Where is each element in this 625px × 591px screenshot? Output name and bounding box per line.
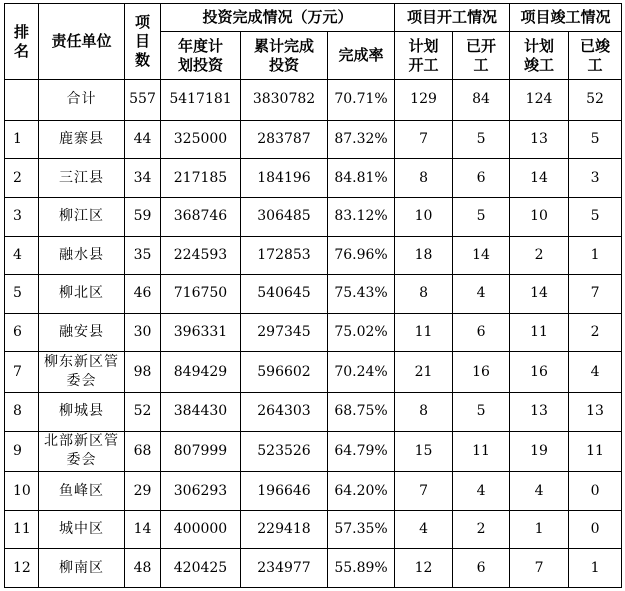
cell-annual: 420425 bbox=[161, 549, 241, 588]
cell-unit bbox=[39, 236, 125, 275]
header-count-label: 项目数 bbox=[134, 13, 150, 70]
cell-rank: 8 bbox=[5, 392, 39, 431]
cell-annual: 384430 bbox=[161, 392, 241, 431]
cell-started: 16 bbox=[453, 352, 510, 393]
cell-unit bbox=[39, 352, 125, 393]
cell-finished: 0 bbox=[569, 472, 622, 511]
cell-rate: 64.20% bbox=[328, 472, 395, 511]
cell-count: 35 bbox=[125, 236, 161, 275]
header-plan-start bbox=[395, 32, 453, 80]
cell-annual: 368746 bbox=[161, 197, 241, 236]
total-plan-start: 129 bbox=[395, 80, 453, 121]
header-rank bbox=[5, 4, 39, 80]
cell-started: 5 bbox=[453, 120, 510, 159]
table-row bbox=[5, 510, 622, 549]
cell-unit-label: 鹿寨县 bbox=[59, 131, 104, 148]
cell-rate: 87.32% bbox=[328, 120, 395, 159]
cell-cumulative: 196646 bbox=[241, 472, 328, 511]
table-row bbox=[5, 313, 622, 352]
cell-annual: 217185 bbox=[161, 159, 241, 198]
cell-count: 52 bbox=[125, 392, 161, 431]
cell-unit-label: 柳北区 bbox=[59, 285, 104, 302]
header-unit: 责任单位 bbox=[39, 4, 125, 80]
cell-cumulative: 523526 bbox=[241, 431, 328, 472]
header-finished-label: 已竣工 bbox=[580, 36, 611, 74]
cell-rank: 10 bbox=[5, 472, 39, 511]
cell-annual: 400000 bbox=[161, 510, 241, 549]
cell-plan-finish: 13 bbox=[510, 120, 569, 159]
cell-rank: 2 bbox=[5, 159, 39, 198]
table-row bbox=[5, 197, 622, 236]
cell-started: 5 bbox=[453, 392, 510, 431]
cell-count: 44 bbox=[125, 120, 161, 159]
cell-rate: 70.24% bbox=[328, 352, 395, 393]
cell-rank: 7 bbox=[5, 352, 39, 393]
cell-cumulative: 283787 bbox=[241, 120, 328, 159]
cell-cumulative: 596602 bbox=[241, 352, 328, 393]
table-row bbox=[5, 431, 622, 472]
cell-unit-label: 融安县 bbox=[59, 324, 104, 341]
cell-plan-start: 8 bbox=[395, 275, 453, 314]
cell-plan-start: 15 bbox=[395, 431, 453, 472]
total-row bbox=[5, 80, 622, 121]
cell-count: 14 bbox=[125, 510, 161, 549]
cell-finished: 2 bbox=[569, 313, 622, 352]
header-investment-group: 投资完成情况（万元） bbox=[161, 4, 395, 32]
cell-plan-start: 7 bbox=[395, 472, 453, 511]
table-row bbox=[5, 236, 622, 275]
header-annual-plan-label: 年度计划投资 bbox=[177, 36, 223, 74]
cell-rate: 75.43% bbox=[328, 275, 395, 314]
cell-annual: 716750 bbox=[161, 275, 241, 314]
cell-plan-finish: 13 bbox=[510, 392, 569, 431]
cell-unit-label: 北部新区管委会 bbox=[44, 433, 119, 469]
cell-plan-finish: 4 bbox=[510, 472, 569, 511]
cell-finished: 7 bbox=[569, 275, 622, 314]
cell-started: 11 bbox=[453, 431, 510, 472]
cell-unit-label: 柳南区 bbox=[59, 559, 104, 576]
cell-unit bbox=[39, 510, 125, 549]
cell-count: 46 bbox=[125, 275, 161, 314]
cell-plan-start: 12 bbox=[395, 549, 453, 588]
cell-plan-start: 18 bbox=[395, 236, 453, 275]
cell-count: 98 bbox=[125, 352, 161, 393]
cell-rate: 68.75% bbox=[328, 392, 395, 431]
cell-rank: 11 bbox=[5, 510, 39, 549]
cell-plan-finish: 16 bbox=[510, 352, 569, 393]
cell-rank: 6 bbox=[5, 313, 39, 352]
cell-finished: 1 bbox=[569, 549, 622, 588]
table-row bbox=[5, 159, 622, 198]
cell-rank: 5 bbox=[5, 275, 39, 314]
cell-unit-label: 三江县 bbox=[59, 169, 104, 186]
cell-plan-finish: 14 bbox=[510, 275, 569, 314]
cell-annual: 807999 bbox=[161, 431, 241, 472]
header-row-1 bbox=[5, 4, 622, 32]
header-rank-label: 排名 bbox=[13, 22, 29, 60]
total-rank bbox=[5, 80, 39, 121]
cell-unit-label: 柳东新区管委会 bbox=[44, 354, 119, 390]
cell-cumulative: 540645 bbox=[241, 275, 328, 314]
total-cumulative: 3830782 bbox=[241, 80, 328, 121]
total-plan-finish: 124 bbox=[510, 80, 569, 121]
header-plan-finish-label: 计划竣工 bbox=[524, 36, 555, 74]
cell-plan-start: 8 bbox=[395, 159, 453, 198]
header-started-label: 已开工 bbox=[466, 36, 497, 74]
table-row bbox=[5, 352, 622, 393]
header-annual-plan bbox=[161, 32, 241, 80]
cell-rate: 64.79% bbox=[328, 431, 395, 472]
cell-unit bbox=[39, 275, 125, 314]
cell-finished: 5 bbox=[569, 120, 622, 159]
cell-unit bbox=[39, 431, 125, 472]
cell-unit bbox=[39, 159, 125, 198]
cell-cumulative: 297345 bbox=[241, 313, 328, 352]
table-row bbox=[5, 472, 622, 511]
cell-annual: 306293 bbox=[161, 472, 241, 511]
cell-started: 4 bbox=[453, 275, 510, 314]
cell-started: 4 bbox=[453, 472, 510, 511]
cell-annual: 849429 bbox=[161, 352, 241, 393]
cell-plan-finish: 1 bbox=[510, 510, 569, 549]
cell-started: 6 bbox=[453, 549, 510, 588]
cell-plan-finish: 14 bbox=[510, 159, 569, 198]
cell-plan-start: 10 bbox=[395, 197, 453, 236]
cell-cumulative: 264303 bbox=[241, 392, 328, 431]
cell-unit-label: 城中区 bbox=[59, 521, 104, 538]
cell-cumulative: 172853 bbox=[241, 236, 328, 275]
cell-count: 29 bbox=[125, 472, 161, 511]
cell-unit bbox=[39, 197, 125, 236]
cell-plan-finish: 10 bbox=[510, 197, 569, 236]
cell-plan-start: 11 bbox=[395, 313, 453, 352]
cell-started: 6 bbox=[453, 313, 510, 352]
total-count: 557 bbox=[125, 80, 161, 121]
cell-rank: 1 bbox=[5, 120, 39, 159]
cell-plan-start: 8 bbox=[395, 392, 453, 431]
cell-started: 5 bbox=[453, 197, 510, 236]
cell-rank: 3 bbox=[5, 197, 39, 236]
cell-count: 68 bbox=[125, 431, 161, 472]
cell-finished: 3 bbox=[569, 159, 622, 198]
header-count bbox=[125, 4, 161, 80]
cell-finished: 4 bbox=[569, 352, 622, 393]
cell-started: 2 bbox=[453, 510, 510, 549]
table-row bbox=[5, 275, 622, 314]
total-annual: 5417181 bbox=[161, 80, 241, 121]
cell-rate: 57.35% bbox=[328, 510, 395, 549]
cell-plan-finish: 7 bbox=[510, 549, 569, 588]
cell-finished: 11 bbox=[569, 431, 622, 472]
header-started bbox=[453, 32, 510, 80]
header-plan-finish bbox=[510, 32, 569, 80]
header-plan-start-label: 计划开工 bbox=[408, 36, 439, 74]
header-finished bbox=[569, 32, 622, 80]
cell-annual: 396331 bbox=[161, 313, 241, 352]
cell-unit bbox=[39, 472, 125, 511]
cell-plan-finish: 11 bbox=[510, 313, 569, 352]
table-row bbox=[5, 392, 622, 431]
cell-rank: 9 bbox=[5, 431, 39, 472]
cell-cumulative: 234977 bbox=[241, 549, 328, 588]
cell-unit-label: 融水县 bbox=[59, 246, 104, 263]
cell-rate: 55.89% bbox=[328, 549, 395, 588]
cell-unit-label: 柳江区 bbox=[59, 208, 104, 225]
cell-unit bbox=[39, 313, 125, 352]
project-progress-table bbox=[4, 3, 622, 588]
cell-cumulative: 229418 bbox=[241, 510, 328, 549]
cell-cumulative: 184196 bbox=[241, 159, 328, 198]
cell-count: 48 bbox=[125, 549, 161, 588]
cell-unit bbox=[39, 120, 125, 159]
cell-plan-start: 7 bbox=[395, 120, 453, 159]
cell-finished: 13 bbox=[569, 392, 622, 431]
cell-count: 34 bbox=[125, 159, 161, 198]
total-rate: 70.71% bbox=[328, 80, 395, 121]
total-label: 合计 bbox=[39, 80, 125, 121]
cell-plan-start: 4 bbox=[395, 510, 453, 549]
total-finished: 52 bbox=[569, 80, 622, 121]
header-finish-group: 项目竣工情况 bbox=[510, 4, 622, 32]
table-row bbox=[5, 549, 622, 588]
total-started: 84 bbox=[453, 80, 510, 121]
cell-count: 30 bbox=[125, 313, 161, 352]
table-row bbox=[5, 120, 622, 159]
cell-started: 14 bbox=[453, 236, 510, 275]
cell-unit bbox=[39, 549, 125, 588]
cell-plan-start: 21 bbox=[395, 352, 453, 393]
cell-unit bbox=[39, 392, 125, 431]
cell-rate: 75.02% bbox=[328, 313, 395, 352]
cell-plan-finish: 2 bbox=[510, 236, 569, 275]
cell-cumulative: 306485 bbox=[241, 197, 328, 236]
header-rate: 完成率 bbox=[328, 32, 395, 80]
cell-finished: 5 bbox=[569, 197, 622, 236]
cell-rank: 4 bbox=[5, 236, 39, 275]
cell-rate: 76.96% bbox=[328, 236, 395, 275]
cell-finished: 0 bbox=[569, 510, 622, 549]
header-start-group: 项目开工情况 bbox=[395, 4, 510, 32]
cell-rate: 83.12% bbox=[328, 197, 395, 236]
cell-rank: 12 bbox=[5, 549, 39, 588]
cell-started: 6 bbox=[453, 159, 510, 198]
cell-annual: 325000 bbox=[161, 120, 241, 159]
cell-rate: 84.81% bbox=[328, 159, 395, 198]
cell-unit-label: 鱼峰区 bbox=[59, 482, 104, 499]
cell-annual: 224593 bbox=[161, 236, 241, 275]
header-cumulative-label: 累计完成投资 bbox=[253, 36, 314, 74]
header-cumulative bbox=[241, 32, 328, 80]
cell-plan-finish: 19 bbox=[510, 431, 569, 472]
cell-unit-label: 柳城县 bbox=[59, 403, 104, 420]
cell-finished: 1 bbox=[569, 236, 622, 275]
cell-count: 59 bbox=[125, 197, 161, 236]
